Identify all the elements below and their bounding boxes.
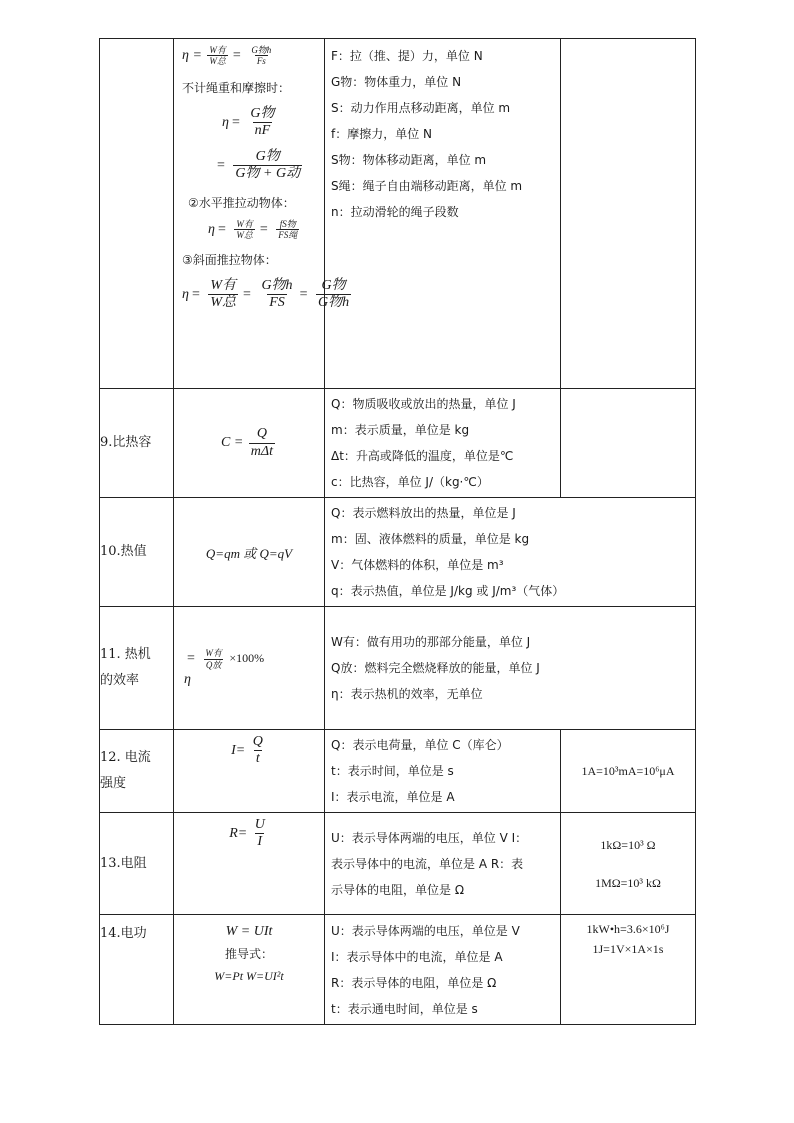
variables-cell — [325, 915, 561, 1025]
unit-conversion-resistance: 1kΩ=10³ Ω 1MΩ=10³ kΩ — [561, 813, 696, 915]
formula-incline: η = $\frac{\text{W有}}{\text{W总}}$ = $\frac{\text{G物h}}{FS}$ = $\frac{\text{G物}}{\text{G物h}}$ — [182, 277, 350, 310]
fraction: $\frac{\text{fS物}}{\text{FS绳}}$ — [278, 219, 298, 241]
variables-cell — [325, 389, 561, 498]
variable-line: S绳：绳子自由端移动距离，单位 m — [331, 179, 523, 193]
variables-cell — [325, 607, 696, 730]
note-no-friction: 不计绳重和摩擦时： — [182, 80, 291, 95]
fraction: $\frac{\text{G物h}}{FS}$ — [261, 277, 293, 310]
fraction: $\frac{\text{W有}}{\text{W总}}$ — [210, 277, 237, 310]
variable-line: n：拉动滑轮的绳子段数 — [331, 205, 459, 219]
extra-cell — [561, 39, 696, 389]
variable-line: Q放：燃料完全燃烧释放的能量，单位 J — [331, 661, 540, 675]
row-name-electric-work: 14.电功 — [100, 915, 174, 1025]
note-horizontal: ②水平推拉动物体： — [188, 196, 295, 211]
variable-line: U：表示导体两端的电压，单位是 V — [331, 923, 520, 938]
variables-list — [325, 730, 560, 812]
unit-conversion-current: 1A=10³mA=10⁶μA — [561, 730, 696, 813]
formula-horizontal: η = $\frac{\text{W有}}{\text{W总}}$ = $\frac{\text{fS物}}{\text{FS绳}}$ — [208, 219, 298, 241]
fraction: $\frac{Q}{\text{mΔt}}$ — [250, 426, 273, 459]
physics-formula-table — [99, 38, 696, 1025]
fraction: $\frac{U}{I}$ — [254, 817, 265, 850]
variable-line: I：表示电流，单位是 A — [331, 790, 455, 804]
row-name-engine-efficiency: 11. 热机 的效率 — [100, 607, 174, 730]
fraction: $\frac{\text{G物}}{\text{G物h}}$ — [317, 277, 350, 310]
formula-specific-heat: C = $\frac{Q}{\text{mΔt}}$ — [174, 389, 325, 498]
variable-line: Q：表示电荷量，单位 C（库仑） — [331, 738, 509, 752]
extra-cell — [561, 389, 696, 498]
formula-current: I= $\frac{Q}{t}$ — [174, 730, 325, 813]
row-name-heat-value: 10.热值 — [100, 498, 174, 607]
table-row-specific-heat — [100, 389, 696, 498]
variable-line: Δt：升高或降低的温度，单位是℃ — [331, 449, 514, 463]
table-row-engine-efficiency — [100, 607, 696, 730]
variable-line: c：比热容，单位 J/（kg·℃） — [331, 475, 489, 489]
variable-line: S物：物体移动距离，单位 m — [331, 153, 487, 167]
variables-list — [325, 627, 695, 709]
variable-line: R：表示导体的电阻，单位是 Ω — [331, 975, 497, 990]
formula-pulley-weights: = $\frac{\text{G物}}{\text{G物 + G动}}$ — [217, 148, 301, 181]
variables-list — [325, 389, 560, 497]
row-name-resistance: 13.电阻 — [100, 813, 174, 915]
table-row-current — [100, 730, 696, 813]
table-row-efficiency — [100, 39, 696, 389]
variable-line: W有：做有用功的那部分能量，单位 J — [331, 635, 531, 649]
formula-heat-value: Q=qm 或 Q=qV — [174, 498, 325, 607]
variable-line: q：表示热值，单位是 J/kg 或 J/m³（气体） — [331, 584, 565, 598]
fraction: $\frac{\text{W有}}{\text{Q放}}$ — [205, 648, 222, 670]
formula-efficiency-general: η = $\frac{\text{W有}}{\text{W总}}$ = $\frac{\text{G物h}}{Fs}$ — [182, 45, 272, 67]
variable-line: S：动力作用点移动距离，单位 m — [331, 101, 511, 115]
variable-line: m：固、液体燃料的质量，单位是 kg — [331, 532, 530, 546]
variables-cell — [325, 39, 561, 389]
variable-line: Q：表示燃料放出的热量，单位是 J — [331, 506, 516, 520]
variable-line: G物：物体重力，单位 N — [331, 75, 462, 89]
fraction: $\frac{\text{W有}}{\text{W总}}$ — [236, 219, 253, 241]
formula-resistance: R= $\frac{U}{I}$ — [174, 813, 325, 915]
row-name-current: 12. 电流 强度 — [100, 730, 174, 813]
table-row-electric-work — [100, 915, 696, 1025]
row-name-cell — [100, 39, 174, 389]
variable-line: t：表示时间，单位是 s — [331, 764, 454, 778]
variables-list — [325, 39, 560, 227]
variable-line: V：气体燃料的体积，单位是 m³ — [331, 558, 504, 572]
variables-list — [325, 823, 560, 905]
table-row-resistance — [100, 813, 696, 915]
variables-cell — [325, 813, 561, 915]
fraction: $\frac{Q}{t}$ — [252, 734, 263, 767]
fraction: $\frac{\text{G物}}{nF}$ — [250, 105, 275, 138]
variable-line: U：表示导体两端的电压，单位 V I： — [331, 830, 528, 845]
unit-conversion-work: 1kW•h=3.6×10⁶J 1J=1V×1A×1s — [561, 915, 696, 1025]
variable-line: f：摩擦力，单位 N — [331, 127, 433, 141]
formula-electric-work: W = UIt 推导式： W=Pt W=UI²t — [174, 915, 325, 1025]
fraction: $\frac{\text{W有}}{\text{W总}}$ — [209, 45, 226, 67]
variables-list — [325, 498, 695, 606]
variables-cell — [325, 730, 561, 813]
variable-line: 示导体的电阻，单位是 Ω — [331, 882, 464, 897]
variable-line: I：表示导体中的电流，单位是 A — [331, 949, 503, 964]
variable-line: η：表示热机的效率，无单位 — [331, 687, 483, 701]
variable-line: Q：物质吸收或放出的热量，单位 J — [331, 397, 516, 411]
variable-line: m：表示质量，单位是 kg — [331, 423, 470, 437]
formula-cell — [174, 39, 350, 389]
fraction: $\frac{\text{G物h}}{Fs}$ — [251, 45, 272, 67]
variables-list — [325, 916, 560, 1024]
variable-line: 表示导体中的电流，单位是 A R：表 — [331, 856, 524, 871]
fraction: $\frac{\text{G物}}{\text{G物 + G动}}$ — [235, 148, 301, 181]
formula-pulley-nf: η = $\frac{\text{G物}}{nF}$ — [222, 105, 275, 138]
variable-line: t：表示通电时间，单位是 s — [331, 1001, 478, 1016]
note-incline: ③斜面推拉物体： — [182, 252, 277, 267]
variable-line: F：拉（推、提）力，单位 N — [331, 49, 483, 63]
formula-engine-efficiency: = $\frac{\text{W有}}{\text{Q放}}$ ×100% η — [174, 607, 325, 730]
variables-cell — [325, 498, 696, 607]
row-name-specific-heat: 9.比热容 — [100, 389, 174, 498]
table-row-heat-value — [100, 498, 696, 607]
